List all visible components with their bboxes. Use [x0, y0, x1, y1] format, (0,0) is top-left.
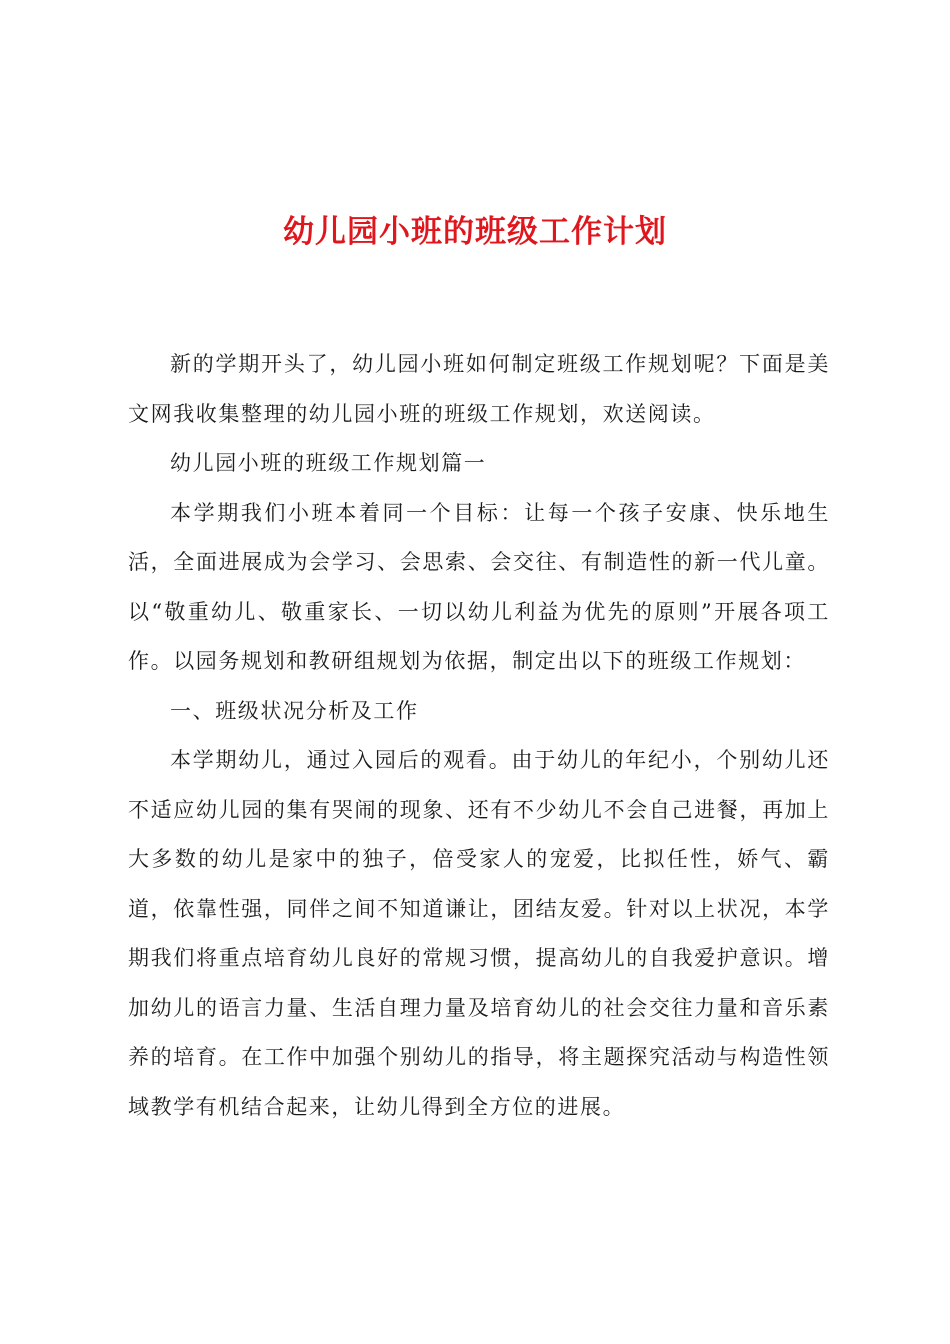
- section-heading-class-analysis: 一、班级状况分析及工作: [170, 698, 419, 723]
- analysis-paragraph: 本学期幼儿，通过入园后的观看。由于幼儿的年纪小，个别幼儿还不适应幼儿园的集有哭闹的现象、还有不少幼儿不会自己进餐，再加上大多数的幼儿是家中的独子，倍受家人的宠爱，比拟任性，娇气、霸道，依靠性强，同伴之间不知道谦让，团结友爱。针对以上状况，本学期我们将重点培育幼儿良好的常规习惯，提高幼儿的自我爱护意识。增加幼儿的语言力量、生活自理力量及培育幼儿的社会交往力量和音乐素养的培育。在工作中加强个别幼儿的指导，将主题探究活动与构造性领域教学有机结合起来，让幼儿得到全方位的进展。: [128, 748, 830, 1119]
- section-heading-plan-one: 幼儿园小班的班级工作规划篇一: [170, 451, 487, 475]
- intro-paragraph: 新的学期开头了，幼儿园小班如何制定班级工作规划呢？下面是美文网我收集整理的幼儿园小班的班级工作规划，欢送阅读。: [128, 352, 830, 426]
- document-body: [128, 340, 830, 1132]
- goal-paragraph: 本学期我们小班本着同一个目标：让每一个孩子安康、快乐地生活，全面进展成为会学习、会思索、会交往、有制造性的新一代儿童。以“敬重幼儿、敬重家长、一切以幼儿利益为优先的原则”开展各项工作。以园务规划和教研组规划为依据，制定出以下的班级工作规划：: [128, 500, 830, 673]
- document-title: 幼儿园小班的班级工作计划: [283, 214, 667, 250]
